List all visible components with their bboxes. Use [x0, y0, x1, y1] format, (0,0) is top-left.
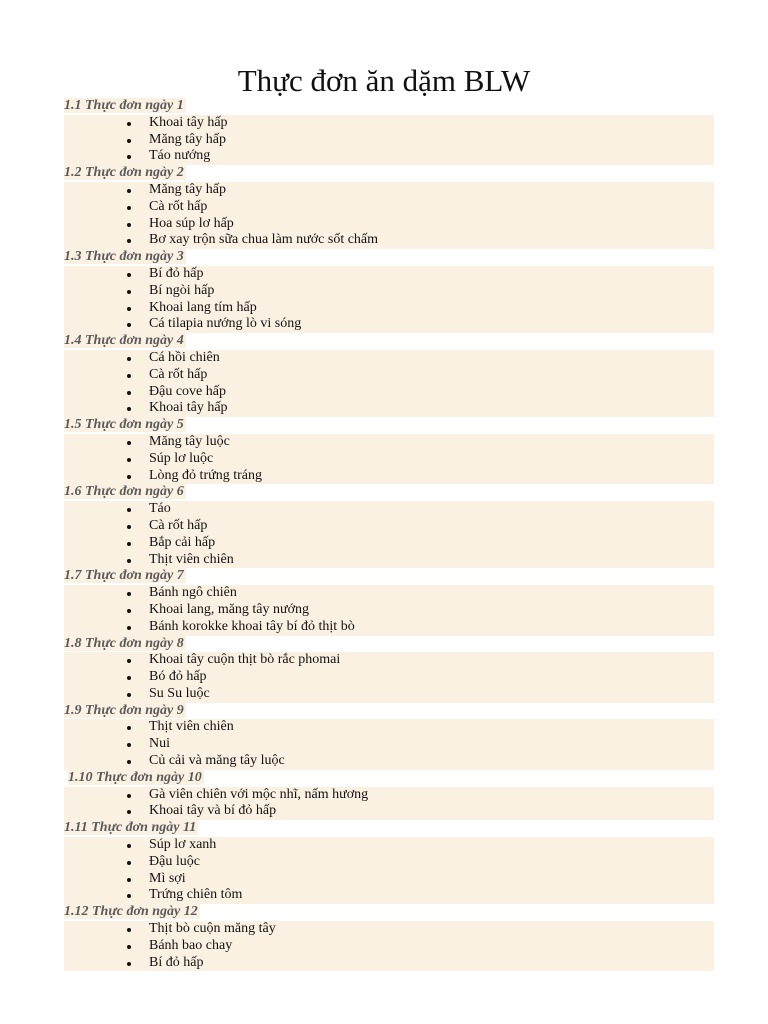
page-title: Thực đơn ăn dặm BLW [237, 63, 531, 98]
list-item: Thịt bò cuộn măng tây [149, 921, 714, 938]
list-item: Cà rốt hấp [149, 518, 714, 535]
section-heading-text: 1.7 Thực đơn ngày 7 [64, 568, 184, 584]
section-heading [64, 820, 714, 837]
section-heading [64, 417, 714, 434]
section-heading [64, 636, 714, 653]
list-item: Bánh ngô chiên [149, 585, 714, 602]
section-heading [64, 568, 714, 585]
list-item: Bánh bao chay [149, 938, 714, 955]
section-item-list [64, 434, 714, 484]
section-item-list [64, 266, 714, 333]
list-item: Bí ngòi hấp [149, 283, 714, 300]
list-item: Cà rốt hấp [149, 199, 714, 216]
section-heading [64, 484, 714, 501]
section-heading [64, 770, 714, 787]
section-heading-text: 1.11 Thực đơn ngày 11 [64, 820, 197, 836]
list-item: Cá tilapia nướng lò vi sóng [149, 316, 714, 333]
section-heading [64, 904, 714, 921]
section-item-list [64, 719, 714, 769]
section-heading [64, 333, 714, 350]
section-item-list [64, 501, 714, 568]
list-item: Thịt viên chiên [149, 719, 714, 736]
section-heading [64, 703, 714, 720]
section-heading-text: 1.4 Thực đơn ngày 4 [64, 333, 184, 349]
menu-list [64, 98, 714, 971]
list-item: Nui [149, 736, 714, 753]
list-item: Khoai lang tím hấp [149, 300, 714, 317]
list-item: Đậu luộc [149, 854, 714, 871]
section-heading-text: 1.5 Thực đơn ngày 5 [64, 417, 184, 433]
list-item: Trứng chiên tôm [149, 887, 714, 904]
list-item: Bánh korokke khoai tây bí đỏ thịt bò [149, 619, 714, 636]
section-item-list [64, 837, 714, 904]
section-item-list [64, 585, 714, 635]
section-item-list [64, 350, 714, 417]
list-item: Khoai tây và bí đỏ hấp [149, 803, 714, 820]
section-heading-text: 1.10 Thực đơn ngày 10 [68, 769, 202, 785]
list-item: Táo [149, 501, 714, 518]
section-heading-text: 1.3 Thực đơn ngày 3 [64, 249, 184, 265]
list-item: Măng tây hấp [149, 182, 714, 199]
list-item: Lòng đỏ trứng tráng [149, 468, 714, 485]
list-item: Đậu cove hấp [149, 384, 714, 401]
list-item: Su Su luộc [149, 686, 714, 703]
section-heading-text: 1.1 Thực đơn ngày 1 [64, 98, 184, 113]
list-item: Măng tây luộc [149, 434, 714, 451]
list-item: Mì sợi [149, 871, 714, 888]
section-heading-text: 1.8 Thực đơn ngày 8 [64, 635, 184, 651]
list-item: Gà viên chiên với mộc nhĩ, nấm hương [149, 787, 714, 804]
list-item: Khoai lang, măng tây nướng [149, 602, 714, 619]
list-item: Hoa súp lơ hấp [149, 216, 714, 233]
list-item: Khoai tây hấp [149, 400, 714, 417]
list-item: Bó đỏ hấp [149, 669, 714, 686]
list-item: Bí đỏ hấp [149, 955, 714, 972]
section-heading-text: 1.6 Thực đơn ngày 6 [64, 484, 184, 500]
section-heading [64, 249, 714, 266]
list-item: Cá hồi chiên [149, 350, 714, 367]
section-heading [64, 98, 714, 115]
section-item-list [64, 921, 714, 971]
list-item: Măng tây hấp [149, 132, 714, 149]
section-item-list [64, 652, 714, 702]
section-item-list [64, 115, 714, 165]
section-heading-text: 1.2 Thực đơn ngày 2 [64, 165, 184, 181]
list-item: Táo nướng [149, 148, 714, 165]
list-item: Bí đỏ hấp [149, 266, 714, 283]
list-item: Súp lơ luộc [149, 451, 714, 468]
list-item: Khoai tây cuộn thịt bò rắc phomai [149, 652, 714, 669]
list-item: Cà rốt hấp [149, 367, 714, 384]
section-item-list [64, 182, 714, 249]
section-heading [64, 165, 714, 182]
list-item: Bắp cải hấp [149, 535, 714, 552]
list-item: Bơ xay trộn sữa chua làm nước sốt chấm [149, 232, 714, 249]
section-item-list [64, 787, 714, 821]
list-item: Súp lơ xanh [149, 837, 714, 854]
list-item: Thịt viên chiên [149, 552, 714, 569]
section-heading-text: 1.9 Thực đơn ngày 9 [64, 702, 184, 718]
list-item: Khoai tây hấp [149, 115, 714, 132]
list-item: Củ cải và măng tây luộc [149, 753, 714, 770]
section-heading-text: 1.12 Thực đơn ngày 12 [64, 904, 198, 920]
